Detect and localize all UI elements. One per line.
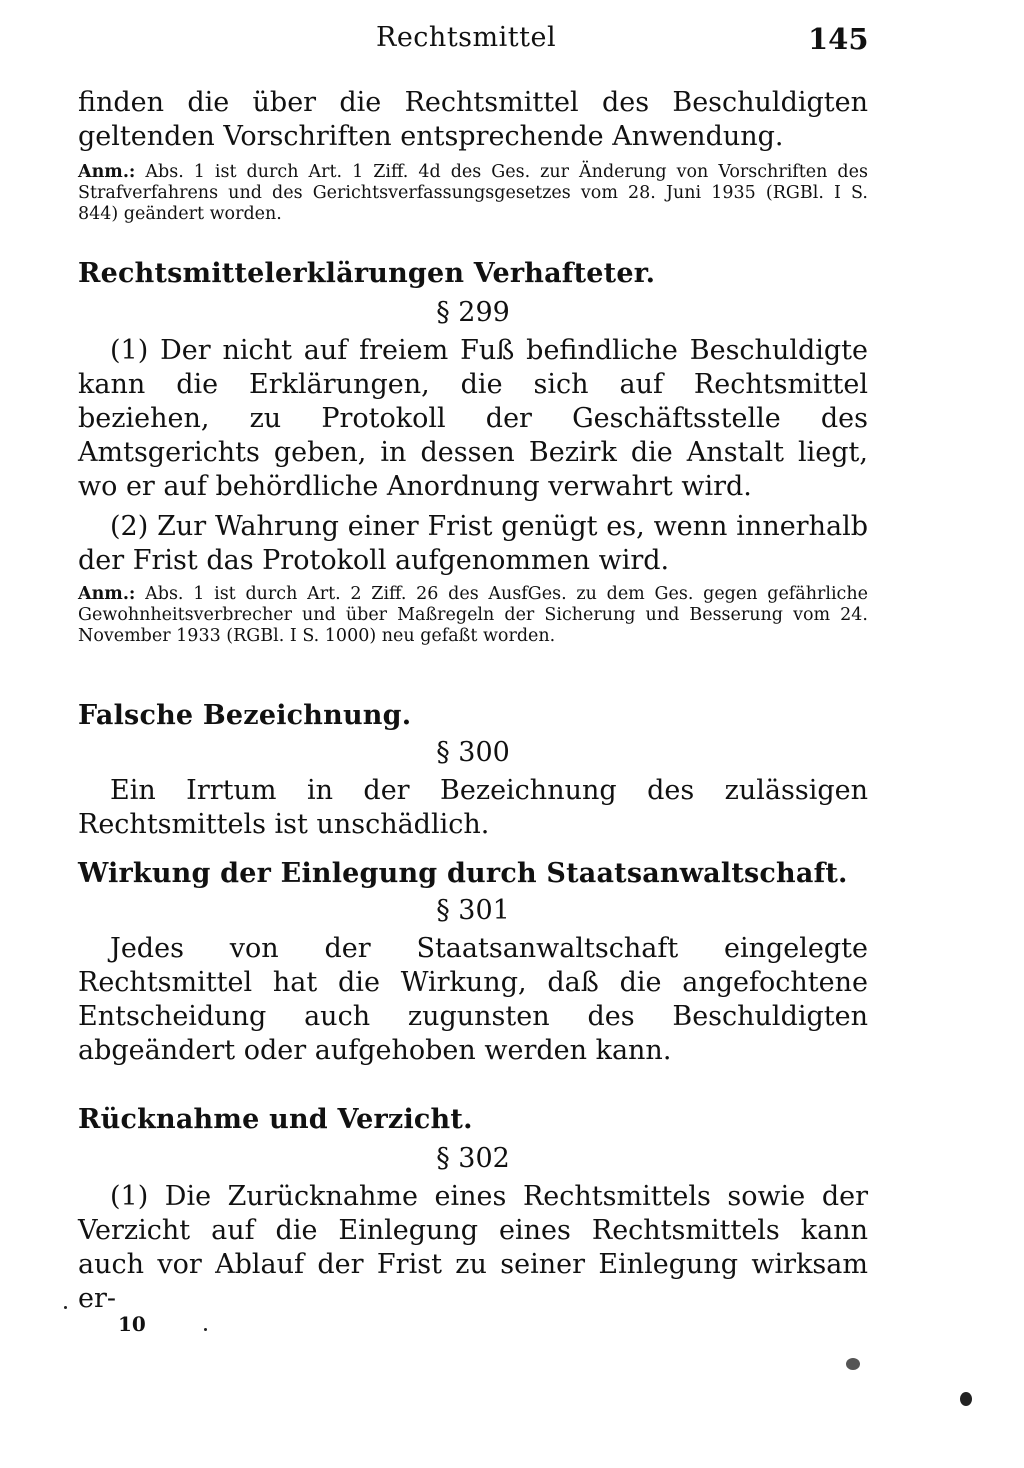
running-title: Rechtsmittel (376, 22, 557, 53)
section-heading: Rechtsmittelerklärungen Verhafteter. (78, 258, 656, 289)
section-302 (78, 1104, 868, 1316)
section-299 (78, 258, 868, 647)
section-heading: Rücknahme und Verzicht. (78, 1104, 473, 1135)
section-text: (2) Zur Wahrung einer Frist genügt es, wenn innerhalb der Frist das Protokoll aufgenommen wird. (78, 511, 868, 576)
scan-speck (846, 1358, 860, 1370)
annotation-text: Abs. 1 ist durch Art. 1 Ziff. 4d des Ges. zur Änderung von Vorschriften des Strafverfahrens und des Gerichtsverfassungsgesetzes vom 28. Juni 1935 (RGBl. I S. 844) geändert worden. (78, 162, 868, 224)
annotation-label: Anm.: (78, 162, 136, 182)
section-heading: Wirkung der Einlegung durch Staatsanwaltschaft. (78, 858, 848, 889)
footnote-annotation (78, 162, 868, 225)
paragraph-number: § 302 (436, 1143, 510, 1174)
annotation-text: Abs. 1 ist durch Art. 2 Ziff. 26 des AusfGes. zu dem Ges. gegen gefährliche Gewohnheitsverbrecher und über Maßregeln der Sicherung und Besserung vom 24. November 1933 (RGBl. I S. 1000) neu gefaßt worden. (78, 584, 868, 646)
footnote-annotation (78, 584, 868, 647)
running-header (0, 22, 1024, 62)
scan-speck (64, 1306, 67, 1309)
annotation-label: Anm.: (78, 584, 136, 604)
section-text: Jedes von der Staatsanwaltschaft eingelegte Rechtsmittel hat die Wirkung, daß die angefochtene Entscheidung auch zugunsten des Beschuldigten abgeändert oder aufgehoben werden kann. (78, 933, 868, 1066)
scan-speck (204, 1328, 207, 1331)
section-text: (1) Die Zurücknahme eines Rechtsmittels sowie der Verzicht auf die Einlegung eines Rechtsmittels kann auch vor Ablauf der Frist zu seiner Einlegung wirksam er- (78, 1181, 868, 1314)
section-301 (78, 858, 868, 1068)
section-text: Ein Irrtum in der Bezeichnung des zulässigen Rechtsmittels ist unschädlich. (78, 775, 868, 840)
continuation-block (78, 86, 868, 225)
paragraph-number: § 301 (436, 895, 510, 926)
continuation-text: finden die über die Rechtsmittel des Beschuldigten geltenden Vorschriften entsprechende Anwendung. (78, 87, 868, 152)
page-number: 145 (808, 22, 869, 56)
paragraph-number: § 300 (436, 737, 510, 768)
section-heading: Falsche Bezeichnung. (78, 700, 412, 731)
printer-signature-mark: 10 (118, 1312, 146, 1336)
paragraph-number: § 299 (436, 297, 510, 328)
section-text: (1) Der nicht auf freiem Fuß befindliche Beschuldigte kann die Erklärungen, die sich auf Rechtsmittel beziehen, zu Protokoll der Geschäftsstelle des Amtsgerichts geben, in dessen Bezirk die Anstalt liegt, wo er auf behördliche Anordnung verwahrt wird. (78, 335, 868, 502)
section-300 (78, 700, 868, 842)
scan-speck (960, 1392, 972, 1406)
